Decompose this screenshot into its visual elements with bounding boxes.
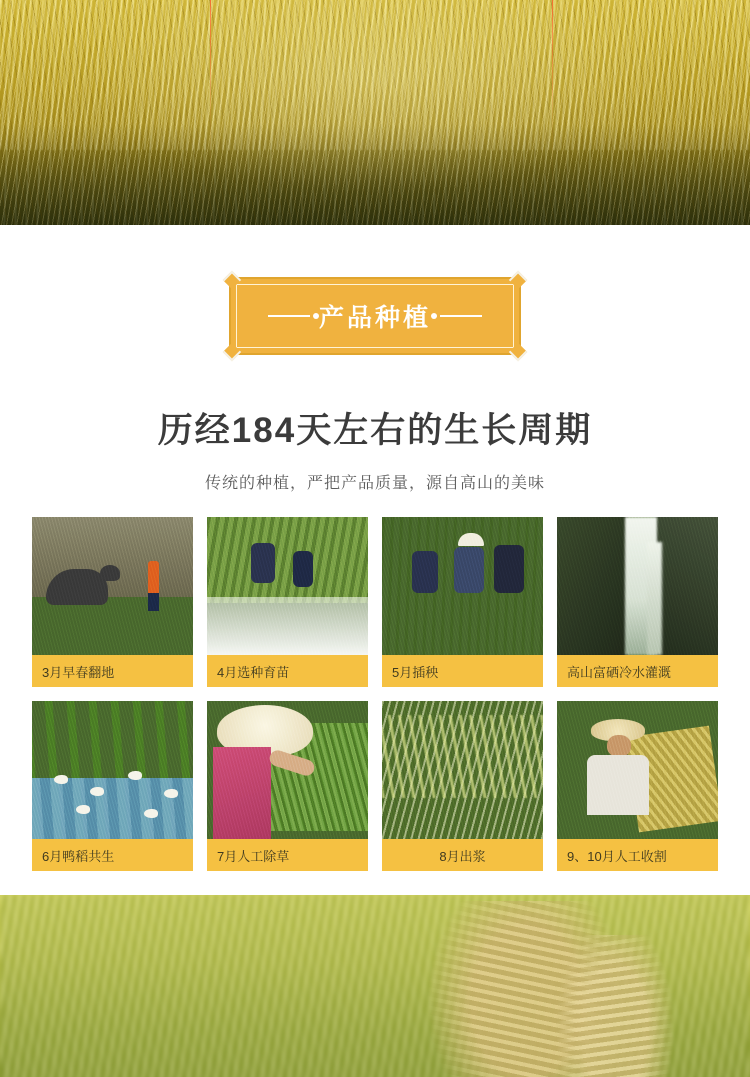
planting-step-caption: 8月出浆: [382, 839, 543, 871]
page-title: 历经184天左右的生长周期: [157, 411, 593, 450]
section-title-plaque: [229, 277, 521, 355]
planting-steps-grid: [0, 517, 750, 871]
photo-grain-overlay: [557, 701, 718, 839]
planting-step-card: [207, 517, 368, 687]
planting-step-caption: 6月鸭稻共生: [32, 839, 193, 871]
banner-rice-ears-back: [540, 935, 690, 1077]
plaque-corner-top-right: [509, 271, 527, 289]
planting-step-card: [32, 701, 193, 871]
photo-grain-overlay: [207, 517, 368, 655]
planting-step-card: [207, 701, 368, 871]
photo-grain-overlay: [32, 701, 193, 839]
ducks-in-paddy-photo: [32, 701, 193, 839]
plaque-rule-left-icon: [268, 315, 310, 317]
manual-harvest-photo: [557, 701, 718, 839]
photo-grain-overlay: [382, 517, 543, 655]
mountain-waterfall-photo: [557, 517, 718, 655]
grain-filling-photo: [382, 701, 543, 839]
planting-step-card: [557, 701, 718, 871]
plaque-corner-bottom-left: [223, 343, 241, 361]
planting-step-caption: 5月插秧: [382, 655, 543, 687]
photo-grain-overlay: [207, 701, 368, 839]
seedling-nursery-photo: [207, 517, 368, 655]
planting-step-card: [32, 517, 193, 687]
banner-crease-left: [210, 0, 211, 225]
planting-step-caption: 4月选种育苗: [207, 655, 368, 687]
section-title-text: 产品种植: [318, 304, 431, 332]
banner-vignette: [0, 0, 750, 225]
section-title-area: [0, 225, 750, 355]
buffalo-ploughing-photo: [32, 517, 193, 655]
rice-transplanting-photo: [382, 517, 543, 655]
planting-step-card: [382, 701, 543, 871]
manual-weeding-photo: [207, 701, 368, 839]
page-subtitle: 传统的种植，严把产品质量，源自高山的美味: [204, 475, 545, 492]
banner-crease-right: [552, 0, 553, 225]
planting-step-caption: 3月早春翻地: [32, 655, 193, 687]
photo-grain-overlay: [557, 517, 718, 655]
planting-step-caption: 7月人工除草: [207, 839, 368, 871]
top-banner-image: [0, 0, 750, 225]
photo-grain-overlay: [382, 701, 543, 839]
planting-step-caption: 9、10月人工收割: [557, 839, 718, 871]
plaque-corner-top-left: [223, 271, 241, 289]
plaque-corner-bottom-right: [509, 343, 527, 361]
photo-grain-overlay: [32, 517, 193, 655]
planting-step-card: [557, 517, 718, 687]
planting-step-caption: 高山富硒冷水灌溉: [557, 655, 718, 687]
planting-step-card: [382, 517, 543, 687]
plaque-rule-right-icon: [440, 315, 482, 317]
bottom-banner-image: [0, 895, 750, 1077]
plaque-content: [268, 298, 482, 334]
